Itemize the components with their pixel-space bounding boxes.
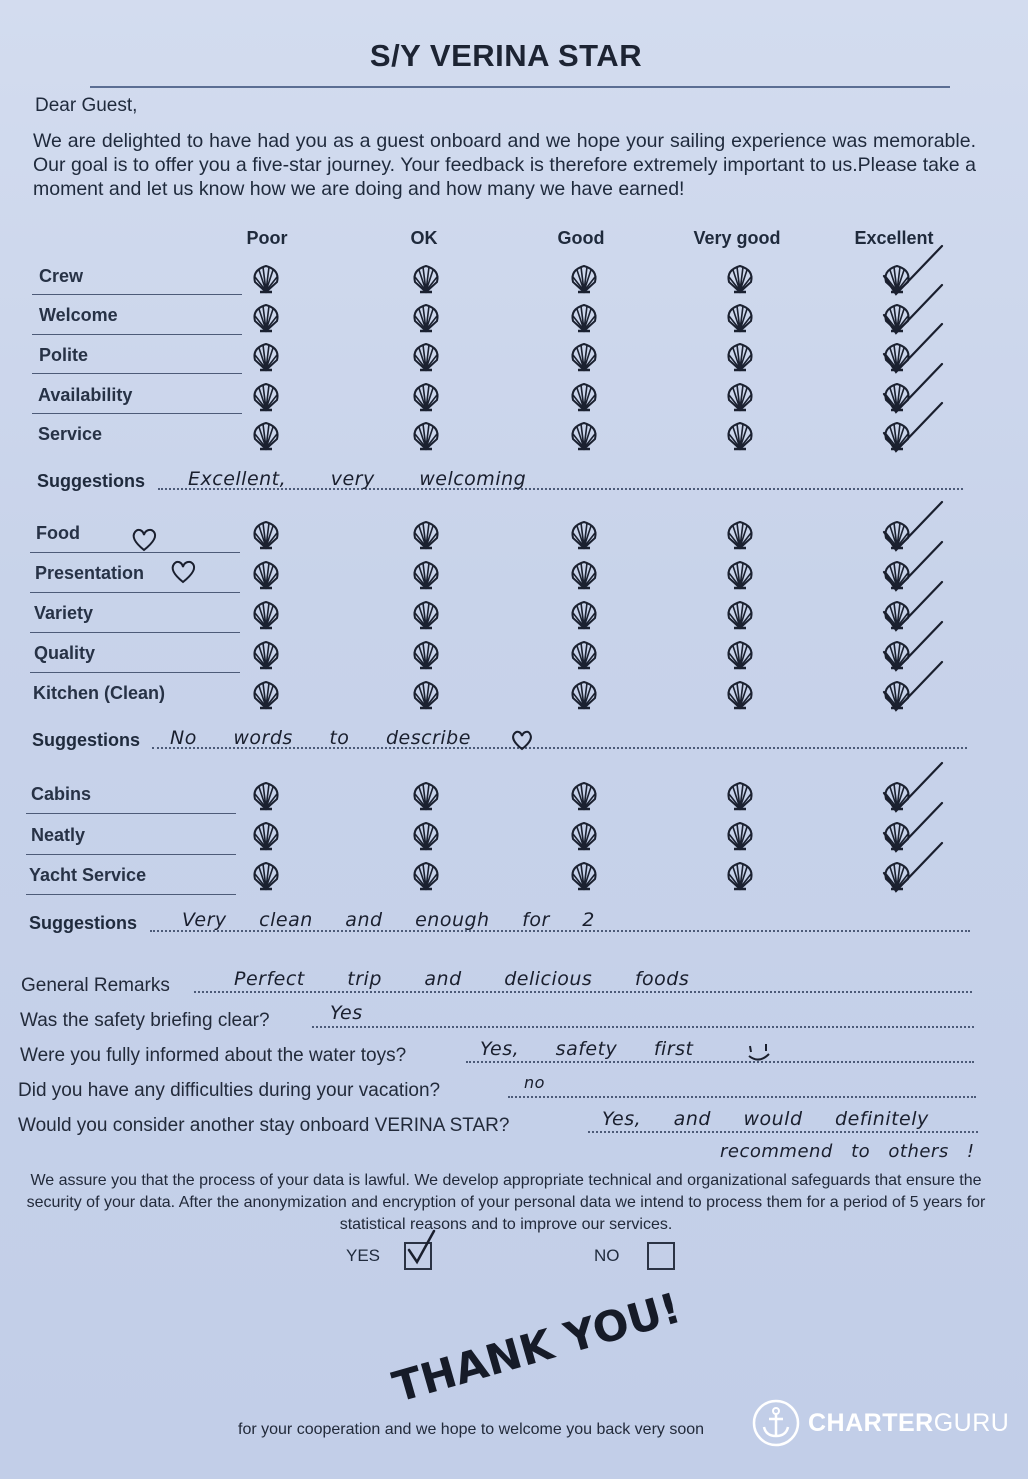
rating-shell-ok[interactable]: [409, 301, 443, 335]
rating-shell-good[interactable]: [567, 678, 601, 712]
row-label-welcome: Welcome: [39, 305, 118, 325]
data-privacy-notice: We assure you that the process of your data is lawful. We develop appropriate technical and organizational safeguards that ensure the security of your data. After the anonymization and encryption of your personal data we intend to process them for a period of 5 years for statistical reasons and to improve our services.: [26, 1172, 986, 1233]
rating-shell-very-good[interactable]: [723, 518, 757, 552]
rating-shell-ok[interactable]: [409, 819, 443, 853]
rating-shell-very-good[interactable]: [723, 340, 757, 374]
row-divider: [32, 294, 242, 295]
suggestions-label: Suggestions: [29, 913, 138, 933]
rating-shell-very-good[interactable]: [723, 779, 757, 813]
rating-shell-good[interactable]: [567, 558, 601, 592]
rating-shell-very-good[interactable]: [723, 380, 757, 414]
rating-shell-poor[interactable]: [249, 340, 283, 374]
question-difficulties: Did you have any difficulties during your vacation?: [18, 1080, 441, 1101]
rating-shell-ok[interactable]: [409, 678, 443, 712]
rating-shell-very-good[interactable]: [723, 558, 757, 592]
rating-shell-good[interactable]: [567, 340, 601, 374]
checkmark-icon: [882, 656, 946, 716]
answer-line: [312, 1026, 974, 1028]
rating-shell-poor[interactable]: [249, 678, 283, 712]
row-label-variety: Variety: [34, 603, 94, 623]
consent-no-checkbox[interactable]: [647, 1242, 675, 1270]
smiley-doodle-icon: [746, 1040, 772, 1064]
rating-shell-good[interactable]: [567, 262, 601, 296]
rating-shell-poor[interactable]: [249, 598, 283, 632]
row-divider: [26, 894, 236, 895]
column-header-poor: Poor: [246, 228, 288, 248]
row-label-availability: Availability: [38, 385, 133, 405]
answer-water-toys: Yes, safety first: [480, 1038, 694, 1060]
consent-no-label: NO: [594, 1246, 620, 1265]
question-general-remarks: General Remarks: [21, 975, 170, 996]
rating-shell-very-good[interactable]: [723, 301, 757, 335]
rating-shell-ok[interactable]: [409, 340, 443, 374]
rating-shell-ok[interactable]: [409, 558, 443, 592]
suggestions-label: Suggestions: [37, 471, 146, 491]
row-divider: [32, 334, 242, 335]
rating-shell-poor[interactable]: [249, 301, 283, 335]
answer-line: [588, 1131, 978, 1133]
column-header-very-good: Very good: [693, 228, 781, 248]
rating-shell-good[interactable]: [567, 598, 601, 632]
heart-doodle-icon: [510, 729, 534, 751]
checkmark-icon: [882, 397, 946, 457]
thank-you-text: THANK YOU!: [387, 1283, 686, 1412]
question-another-stay: Would you consider another stay onboard VERINA STAR?: [18, 1115, 510, 1136]
answer-general-remarks: Perfect trip and delicious foods: [234, 968, 690, 990]
row-label-cabins: Cabins: [31, 784, 92, 804]
rating-shell-very-good[interactable]: [723, 598, 757, 632]
row-divider: [30, 672, 240, 673]
answer-line: [508, 1096, 976, 1098]
rating-shell-good[interactable]: [567, 859, 601, 893]
rating-shell-good[interactable]: [567, 419, 601, 453]
thank-you-handwriting: [372, 1283, 686, 1412]
checkmark-icon: [882, 837, 946, 897]
rating-shell-very-good[interactable]: [723, 819, 757, 853]
heart-doodle-icon: [169, 559, 197, 585]
suggestions-answer: No words to describe: [170, 727, 471, 749]
answer-another-stay: Yes, and would definitely: [602, 1108, 929, 1130]
consent-yes-label: YES: [346, 1246, 381, 1265]
watermark-brand: CHARTERGURU: [808, 1408, 1010, 1437]
rating-shell-poor[interactable]: [249, 638, 283, 672]
rating-shell-poor[interactable]: [249, 380, 283, 414]
rating-shell-ok[interactable]: [409, 859, 443, 893]
rating-shell-poor[interactable]: [249, 558, 283, 592]
question-water-toys: Were you fully informed about the water toys?: [20, 1045, 407, 1066]
column-header-ok: OK: [410, 228, 438, 248]
rating-shell-poor[interactable]: [249, 779, 283, 813]
row-label-polite: Polite: [39, 345, 89, 365]
rating-shell-poor[interactable]: [249, 419, 283, 453]
rating-shell-ok[interactable]: [409, 518, 443, 552]
row-label-neatly: Neatly: [31, 825, 86, 845]
suggestions-label: Suggestions: [32, 730, 141, 750]
suggestions-answer: Very clean and enough for 2: [182, 909, 595, 931]
rating-shell-ok[interactable]: [409, 262, 443, 296]
rating-shell-good[interactable]: [567, 380, 601, 414]
answer-safety-briefing: Yes: [330, 1002, 363, 1024]
answer-difficulties: no: [524, 1073, 545, 1092]
rating-shell-poor[interactable]: [249, 819, 283, 853]
rating-shell-good[interactable]: [567, 779, 601, 813]
row-divider: [32, 413, 242, 414]
suggestions-answer: Excellent, very welcoming: [188, 468, 527, 490]
rating-shell-very-good[interactable]: [723, 638, 757, 672]
rating-shell-poor[interactable]: [249, 518, 283, 552]
footer-text: for your cooperation and we hope to welcome you back very soon: [238, 1421, 705, 1438]
rating-shell-poor[interactable]: [249, 859, 283, 893]
answer-line: [194, 991, 972, 993]
rating-shell-ok[interactable]: [409, 638, 443, 672]
answer-another-stay-continued: recommend to others !: [720, 1141, 975, 1162]
rating-shell-very-good[interactable]: [723, 859, 757, 893]
rating-shell-good[interactable]: [567, 638, 601, 672]
title-divider: [90, 86, 950, 88]
row-label-food: Food: [36, 523, 80, 543]
rating-shell-very-good[interactable]: [723, 678, 757, 712]
chartering-watermark: [752, 1398, 1010, 1448]
row-divider: [30, 552, 240, 553]
anchor-icon: [752, 1399, 800, 1447]
rating-shell-good[interactable]: [567, 301, 601, 335]
row-label-presentation: Presentation: [35, 563, 145, 583]
row-divider: [26, 854, 236, 855]
rating-shell-poor[interactable]: [249, 262, 283, 296]
rating-shell-ok[interactable]: [409, 779, 443, 813]
row-divider: [26, 813, 236, 814]
question-safety-briefing: Was the safety briefing clear?: [20, 1010, 270, 1031]
rating-shell-ok[interactable]: [409, 419, 443, 453]
rating-shell-good[interactable]: [567, 518, 601, 552]
row-divider: [30, 632, 240, 633]
rating-shell-very-good[interactable]: [723, 262, 757, 296]
intro-paragraph: We are delighted to have had you as a guest onboard and we hope your sailing experience was memorable. Our goal is to offer you a five-star journey. Your feedback is therefore extremely important to us.Please take a moment and let us know how we are doing and how many we have earned!: [33, 130, 976, 200]
row-label-yacht-service: Yacht Service: [29, 865, 147, 885]
row-divider: [30, 592, 240, 593]
column-header-excellent: Excellent: [854, 228, 934, 248]
rating-shell-ok[interactable]: [409, 598, 443, 632]
rating-shell-good[interactable]: [567, 819, 601, 853]
column-header-good: Good: [557, 228, 605, 248]
row-divider: [32, 373, 242, 374]
form-title: S/Y VERINA STAR: [369, 38, 643, 73]
rating-shell-ok[interactable]: [409, 380, 443, 414]
row-label-service: Service: [38, 424, 103, 444]
answer-line: [466, 1061, 974, 1063]
checkmark-icon: [404, 1228, 438, 1268]
rating-shell-very-good[interactable]: [723, 419, 757, 453]
row-label-kitchen-clean: Kitchen (Clean): [33, 683, 166, 703]
heart-doodle-icon: [130, 527, 158, 553]
greeting: Dear Guest,: [35, 95, 138, 116]
row-label-crew: Crew: [39, 266, 84, 286]
row-label-quality: Quality: [34, 643, 96, 663]
